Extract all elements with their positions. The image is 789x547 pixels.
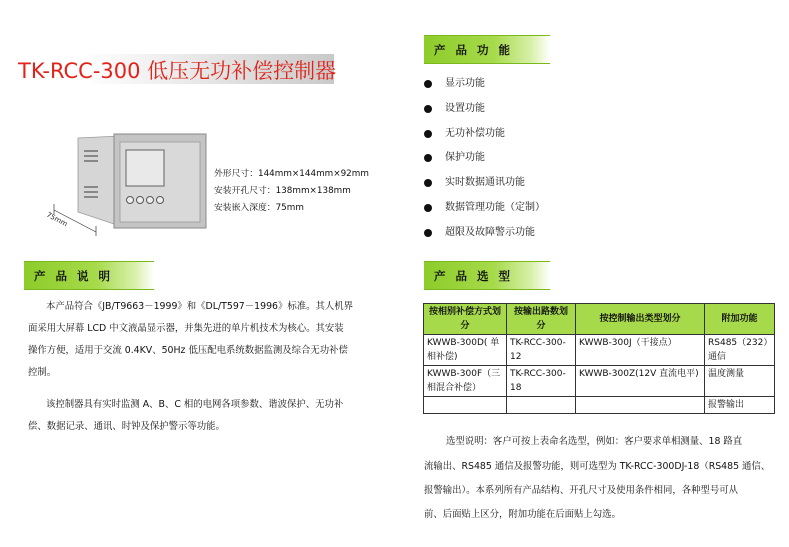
- controller-device-illustration: [40, 130, 210, 240]
- feature-item: 显示功能: [424, 72, 545, 97]
- description-section-label: 产 品 说 明: [34, 269, 114, 283]
- feature-item: 保护功能: [424, 146, 545, 171]
- description-line-5: 该控制器具有实时监测 A、B、C 相的电网各项参数、谐波保护、无功补: [46, 399, 344, 410]
- description-section-header: [24, 261, 154, 290]
- spec-depth: 安装嵌入深度：75mm: [214, 203, 304, 213]
- selection-note-line-2: 流输出、RS485 通信及报警功能，则可选型为 TK-RCC-300DJ-18（RS485 通信、: [424, 461, 771, 472]
- product-title: TK-RCC-300 低压无功补偿控制器: [18, 59, 337, 83]
- table-row: [424, 335, 775, 366]
- description-line-6: 偿、数据记录、通讯、时钟及保护警示等功能。: [28, 421, 225, 432]
- table-cell: RS485（232）通信: [705, 335, 775, 366]
- table-cell: KWWB-300Z(12V 直流电平): [576, 366, 705, 397]
- table-cell: 温度测量: [705, 366, 775, 397]
- feature-item: 数据管理功能（定制）: [424, 196, 545, 221]
- description-line-2: 面采用大屏幕 LCD 中文液晶显示器，并集先进的单片机技术为核心。其安装: [28, 323, 344, 334]
- selection-table: [423, 303, 775, 414]
- feature-item: 无功补偿功能: [424, 122, 545, 147]
- bullet-icon: [424, 179, 432, 187]
- table-cell: KWWB-300J（干接点）: [576, 335, 705, 366]
- features-list: [424, 72, 545, 246]
- table-cell: [424, 397, 507, 414]
- feature-item: 超限及故障警示功能: [424, 221, 545, 246]
- product-title-banner: [18, 54, 337, 84]
- selection-section-header: [424, 261, 550, 290]
- bullet-icon: [424, 105, 432, 113]
- depth-dimension-label: 75mm: [45, 210, 69, 229]
- feature-item: 设置功能: [424, 97, 545, 122]
- bullet-icon: [424, 229, 432, 237]
- bullet-icon: [424, 80, 432, 88]
- table-header: 按输出路数划分: [507, 304, 576, 335]
- selection-section-label: 产 品 选 型: [434, 269, 514, 283]
- description-line-3: 操作方便，适用于交流 0.4KV、50Hz 低压配电系统数据监测及综合无功补偿: [28, 345, 348, 356]
- table-cell: 报警输出: [705, 397, 775, 414]
- table-cell: [507, 397, 576, 414]
- table-cell: TK-RCC-300-18: [507, 366, 576, 397]
- table-cell: TK-RCC-300-12: [507, 335, 576, 366]
- description-line-1: 本产品符合《JB/T9663－1999》和《DL/T597－1996》标准。其人机界: [46, 301, 354, 312]
- table-row: [424, 366, 775, 397]
- table-header-row: [424, 304, 775, 335]
- table-header: 按相别补偿方式划分: [424, 304, 507, 335]
- table-row: [424, 397, 775, 414]
- bullet-icon: [424, 204, 432, 212]
- spec-cutout: 安装开孔尺寸：138mm×138mm: [214, 186, 351, 196]
- bullet-icon: [424, 154, 432, 162]
- bullet-icon: [424, 130, 432, 138]
- features-section-label: 产 品 功 能: [434, 43, 514, 57]
- features-section-header: [424, 35, 550, 64]
- feature-item: 实时数据通讯功能: [424, 171, 545, 196]
- table-header: 附加功能: [705, 304, 775, 335]
- selection-note-line-3: 报警输出）。本系列所有产品结构、开孔尺寸及使用条件相同，各种型号可从: [424, 485, 739, 496]
- selection-note-line-4: 前、后面贴上区分，附加功能在后面贴上勾选。: [424, 509, 621, 520]
- table-header: 按控制输出类型划分: [576, 304, 705, 335]
- table-cell: [576, 397, 705, 414]
- selection-note-line-1: 选型说明：客户可按上表命名选型，例如：客户要求单相测量、18 路直: [446, 436, 743, 447]
- table-cell: KWWB-300D( 单相补偿): [424, 335, 507, 366]
- spec-dimensions: 外形尺寸：144mm×144mm×92mm: [214, 169, 369, 179]
- description-line-4: 控制。: [28, 367, 57, 378]
- table-cell: KWWB-300F（三相混合补偿）: [424, 366, 507, 397]
